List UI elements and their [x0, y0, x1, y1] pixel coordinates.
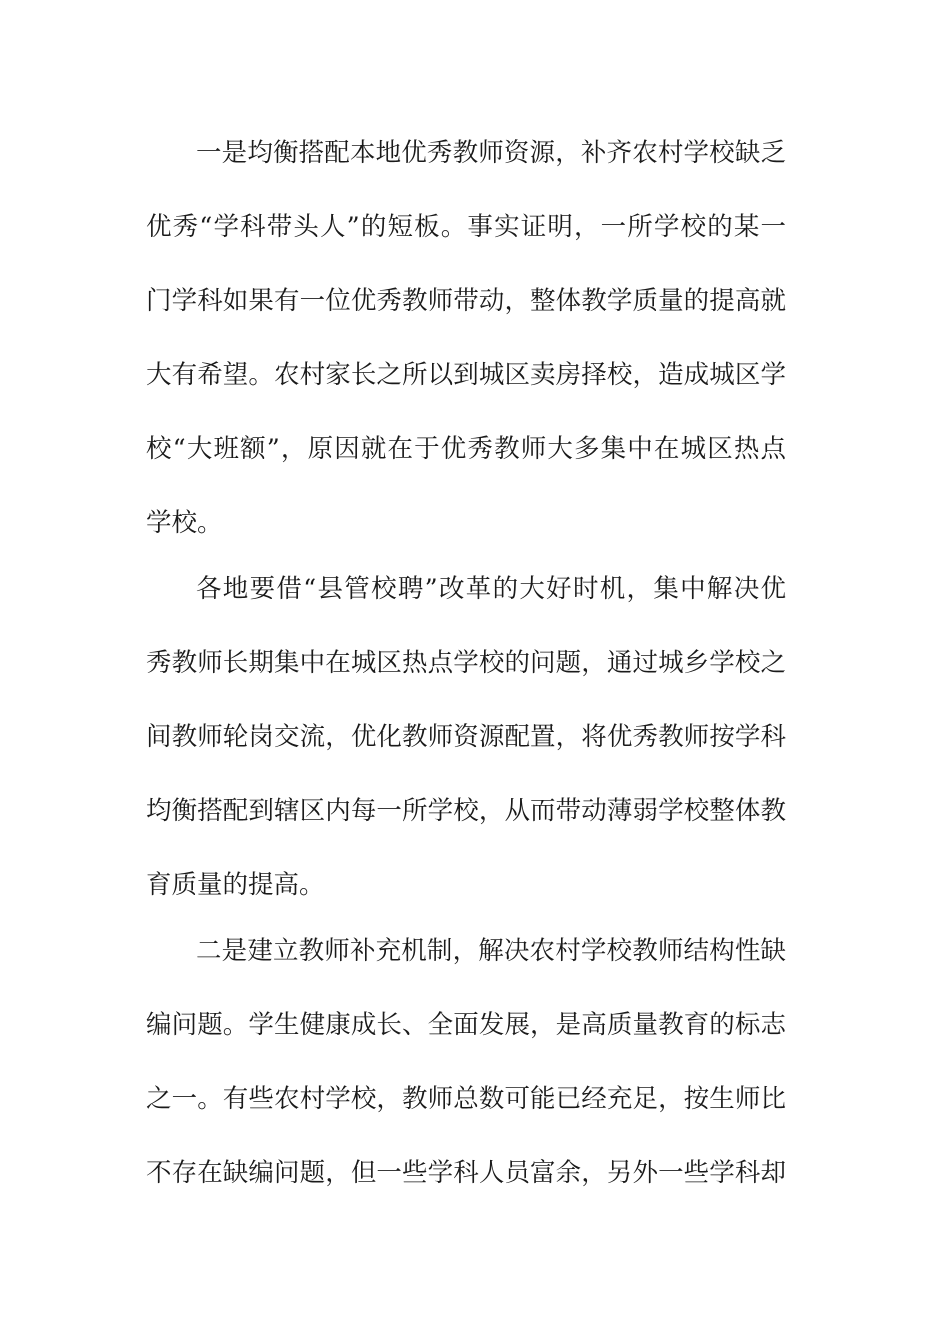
paragraph-2-line-3: 间教师轮岗交流，优化教师资源配置，将优秀教师按学科	[146, 722, 786, 752]
paragraph-1-line-1: 一是均衡搭配本地优秀教师资源，补齐农村学校缺乏	[196, 138, 786, 168]
paragraph-1-line-6: 学校。	[146, 508, 223, 538]
paragraph-3-line-3: 之一。有些农村学校，教师总数可能已经充足，按生师比	[146, 1084, 786, 1114]
paragraph-2-line-4: 均衡搭配到辖区内每一所学校，从而带动薄弱学校整体教	[146, 796, 786, 826]
paragraph-2-line-5: 育质量的提高。	[146, 870, 325, 900]
paragraph-2-line-1: 各地要借“县管校聘”改革的大好时机，集中解决优	[196, 574, 786, 604]
paragraph-3-line-2: 编问题。学生健康成长、全面发展，是高质量教育的标志	[146, 1010, 786, 1040]
paragraph-1-line-3: 门学科如果有一位优秀教师带动，整体教学质量的提高就	[146, 286, 786, 316]
paragraph-3-line-4: 不存在缺编问题，但一些学科人员富余，另外一些学科却	[146, 1158, 786, 1188]
paragraph-2-line-2: 秀教师长期集中在城区热点学校的问题，通过城乡学校之	[146, 648, 786, 678]
paragraph-3-line-1: 二是建立教师补充机制，解决农村学校教师结构性缺	[196, 936, 786, 966]
paragraph-1-line-5: 校“大班额”，原因就在于优秀教师大多集中在城区热点	[146, 434, 786, 464]
paragraph-1-line-2: 优秀“学科带头人”的短板。事实证明，一所学校的某一	[146, 212, 786, 242]
paragraph-1-line-4: 大有希望。农村家长之所以到城区卖房择校，造成城区学	[146, 360, 786, 390]
